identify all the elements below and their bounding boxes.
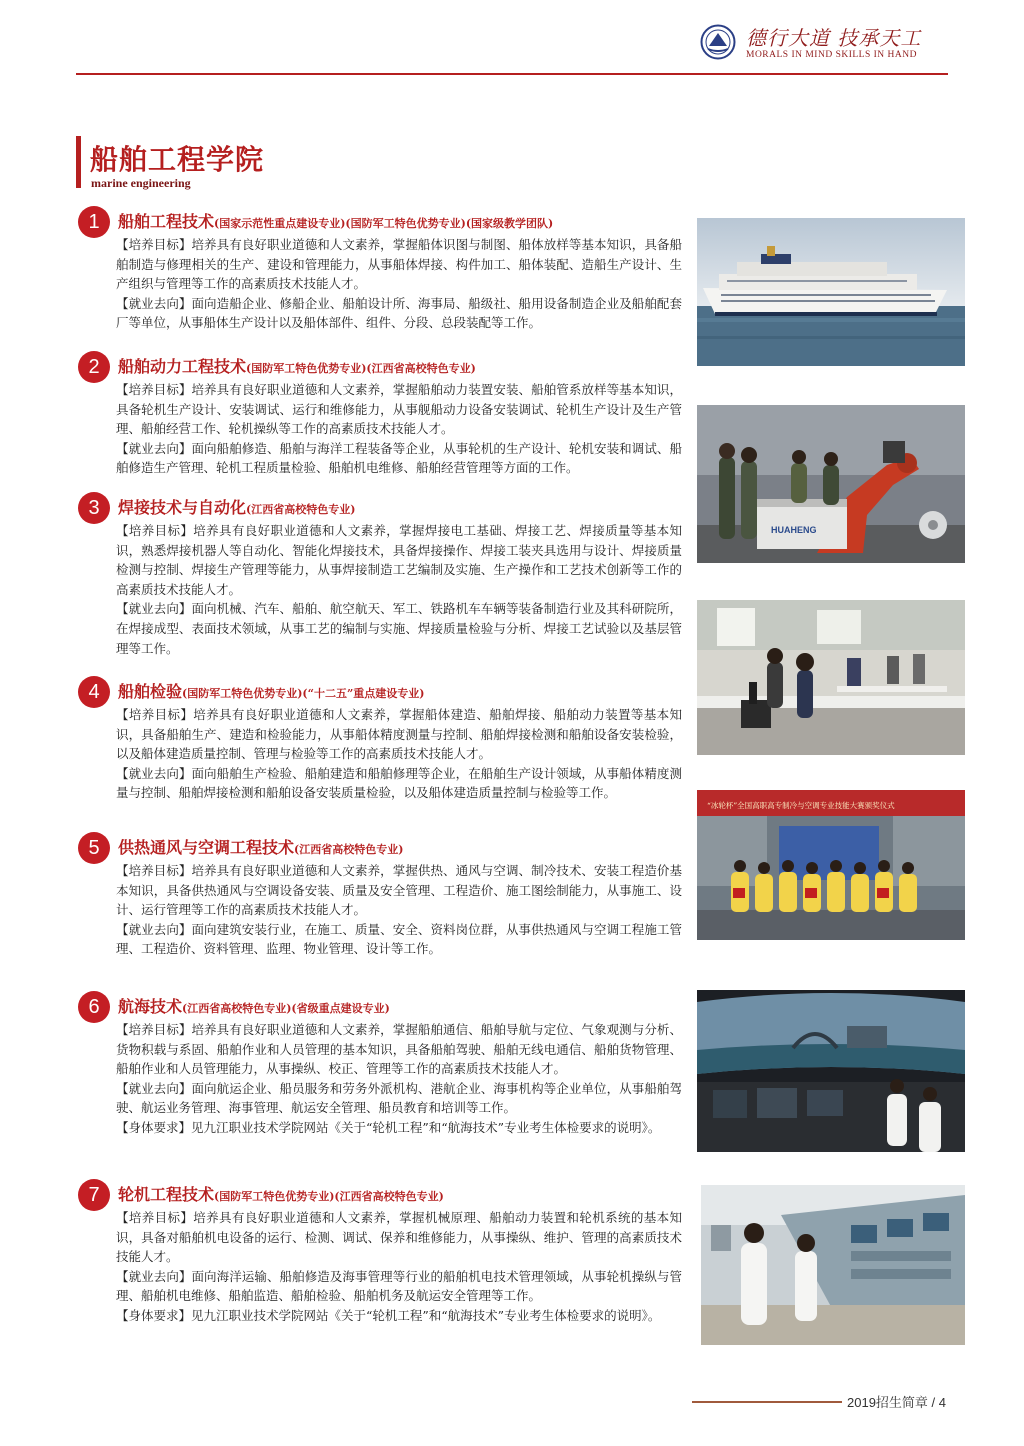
program-name: 船舶检验: [118, 682, 183, 701]
welding-robot-brand-label: HUAHENG: [771, 525, 817, 535]
program-description: [116, 380, 682, 478]
paragraph-training-goal: 【培养目标】培养具有良好职业道德和人文素养，掌握机械原理、船舶动力装置和轮机系统的基本知识，具备对船舶机电设备的运行、检测、调试、保养和维修能力，从事操纵、维护、管理的高素质技术技能人才。: [116, 1210, 682, 1265]
paragraph-employment: 【就业去向】面向船舶修造、船舶与海洋工程装备等企业，从事轮机的生产设计、轮机安装和调试、船舶修造生产管理、轮机工程质量检验、船舶机电维修、船舶经营管理等方面的工作。: [116, 440, 682, 476]
program-title: [118, 1182, 444, 1205]
header-divider: [76, 73, 948, 75]
paragraph-training-goal: 【培养目标】培养具有良好职业道德和人文素养，掌握船体建造、船舶焊接、船舶动力装置等基本知识，具备船舶生产、建造和检验能力，从事船体精度测量与控制、船舶焊接检测和船舶设备安装检验，以及船体建造质量控制、管理与检验等工作的高素质技术技能人才。: [116, 707, 682, 762]
program-description: [116, 235, 682, 333]
program-name: 船舶工程技术: [118, 212, 215, 231]
cruise-ship-photo: [697, 218, 965, 366]
program-description: [116, 521, 682, 658]
engine-room-photo: [701, 1185, 965, 1345]
program-description: [116, 861, 682, 959]
paragraph-training-goal: 【培养目标】培养具有良好职业道德和人文素养，掌握船体识图与制图、船体放样等基本知识，具备船舶制造与修理相关的生产、建设和管理能力，从事船体焊接、构件加工、船体装配、造船生产设计、生产组织与管理等工作的高素质技术技能人才。: [116, 237, 682, 292]
header-motto-english: MORALS IN MIND SKILLS IN HAND: [746, 50, 917, 60]
program-tags: (江西省高校特色专业): [294, 843, 404, 856]
department-subtitle: marine engineering: [91, 176, 191, 190]
program-title: [118, 209, 553, 232]
header-motto-chinese: 德行大道 技承天工: [746, 26, 922, 50]
program-name: 船舶动力工程技术: [118, 357, 247, 376]
program-tags: (国防军工特色优势专业)(江西省高校特色专业): [214, 1190, 444, 1203]
program-title: [118, 354, 476, 377]
footer-divider: [692, 1401, 842, 1403]
program-description: [116, 705, 682, 803]
program-name: 焊接技术与自动化: [118, 498, 247, 517]
program-tags: (江西省高校特色专业): [246, 503, 356, 516]
school-emblem-icon: [700, 24, 736, 60]
program-tags: (国家示范性重点建设专业)(国防军工特色优势专业)(国家级教学团队): [214, 217, 554, 230]
paragraph-employment: 【就业去向】面向航运企业、船员服务和劳务外派机构、港航企业、海事机构等企业单位，从事船舶驾驶、航运业务管理、海事管理、航运安全管理、船员教育和培训等工作。: [116, 1080, 682, 1116]
award-banner-text: “冰轮杯”全国高职高专制冷与空调专业技能大赛颁奖仪式: [707, 801, 895, 810]
page-footer: 2019招生简章 / 4: [847, 1395, 946, 1410]
paragraph-employment: 【就业去向】面向机械、汽车、船舶、航空航天、军工、铁路机车车辆等装备制造行业及其科研院所，在焊接成型、表面技术领域，从事工艺的编制与实施、焊接质量检验与分析、焊接工艺试验以及基层管理等工作。: [116, 601, 682, 656]
program-number-badge: 6: [78, 991, 110, 1023]
program-name: 供热通风与空调工程技术: [118, 838, 295, 857]
paragraph-employment: 【就业去向】面向造船企业、修船企业、船舶设计所、海事局、船级社、船用设备制造企业及船舶配套厂等单位，从事船体生产设计以及船体部件、组件、分段、总段装配等工作。: [116, 295, 682, 331]
program-name: 轮机工程技术: [118, 1185, 215, 1204]
welding-robot-photo: [697, 405, 965, 563]
program-number-badge: 1: [78, 206, 110, 238]
paragraph-employment: 【就业去向】面向海洋运输、船舶修造及海事管理等行业的船舶机电技术管理领域，从事轮机操纵与管理、船舶机电维修、船舶监造、船舶检验、船舶机务及航运安全管理等工作。: [116, 1268, 682, 1304]
paragraph-training-goal: 【培养目标】培养具有良好职业道德和人文素养，掌握供热、通风与空调、制冷技术、安装工程造价基本知识，具备供热通风与空调设备安装、质量及安全管理、工程造价、施工图绘制能力，从事施工、设计、运行管理等工作的高素质技术技能人才。: [116, 863, 682, 918]
navigation-simulator-photo: [697, 990, 965, 1152]
paragraph-training-goal: 【培养目标】培养具有良好职业道德和人文素养，掌握船舶动力装置安装、船舶管系放样等基本知识，具备轮机生产设计、安装调试、运行和维修能力，从事舰船动力设备安装调试、轮机生产设计及生产管理、船舶经营工作、轮机操纵等工作的高素质技术技能人才。: [116, 382, 682, 437]
program-tags: (国防军工特色优势专业)(江西省高校特色专业): [246, 362, 476, 375]
paragraph-physical-requirements: 【身体要求】见九江职业技术学院网站《关于“轮机工程”和“航海技术”专业考生体检要求的说明》。: [116, 1119, 661, 1135]
program-number-badge: 7: [78, 1179, 110, 1211]
program-title: [118, 495, 355, 518]
program-description: [116, 1208, 682, 1326]
inspection-lab-photo: [697, 600, 965, 755]
program-title: [118, 994, 390, 1017]
paragraph-training-goal: 【培养目标】培养具有良好职业道德和人文素养，掌握焊接电工基础、焊接工艺、焊接质量等基本知识，熟悉焊接机器人等自动化、智能化焊接技术，具备焊接操作、焊接工装夹具选用与设计、焊接质量检测与控制、焊接生产管理等能力，从事焊接制造工艺编制及实施、生产操作和工艺技术创新等工作的高素质技术技能人才。: [116, 523, 682, 597]
program-tags: (江西省高校特色专业)(省级重点建设专业): [182, 1002, 390, 1015]
program-number-badge: 2: [78, 351, 110, 383]
program-name: 航海技术: [118, 997, 183, 1016]
paragraph-employment: 【就业去向】面向建筑安装行业，在施工、质量、安全、资料岗位群，从事供热通风与空调工程施工管理、工程造价、资料管理、监理、物业管理、设计等工作。: [116, 921, 682, 957]
title-accent-bar: [76, 136, 81, 188]
paragraph-employment: 【就业去向】面向船舶生产检验、船舶建造和船舶修理等企业，在船舶生产设计领域，从事船体精度测量与控制、船舶焊接检测和船舶设备安装质量检验，以及船体建造质量控制与检验等工作。: [116, 765, 682, 801]
program-tags: (国防军工特色优势专业)(“十二五”重点建设专业): [182, 687, 425, 700]
program-number-badge: 4: [78, 676, 110, 708]
program-title: [118, 679, 425, 702]
award-ceremony-photo: [697, 790, 965, 940]
paragraph-training-goal: 【培养目标】培养具有良好职业道德和人文素养，掌握船舶通信、船舶导航与定位、气象观测与分析、货物积载与系固、船舶作业和人员管理的基本知识，具备船舶驾驶、船舶无线电通信、船舶货物管理、船舶作业和人员管理能力，从事操纵、校正、管理等工作的高素质技术技能人才。: [116, 1022, 682, 1077]
program-number-badge: 5: [78, 832, 110, 864]
program-number-badge: 3: [78, 492, 110, 524]
program-description: [116, 1020, 682, 1138]
program-title: [118, 835, 403, 858]
department-title: 船舶工程学院: [90, 143, 265, 176]
paragraph-physical-requirements: 【身体要求】见九江职业技术学院网站《关于“轮机工程”和“航海技术”专业考生体检要求的说明》。: [116, 1307, 661, 1323]
